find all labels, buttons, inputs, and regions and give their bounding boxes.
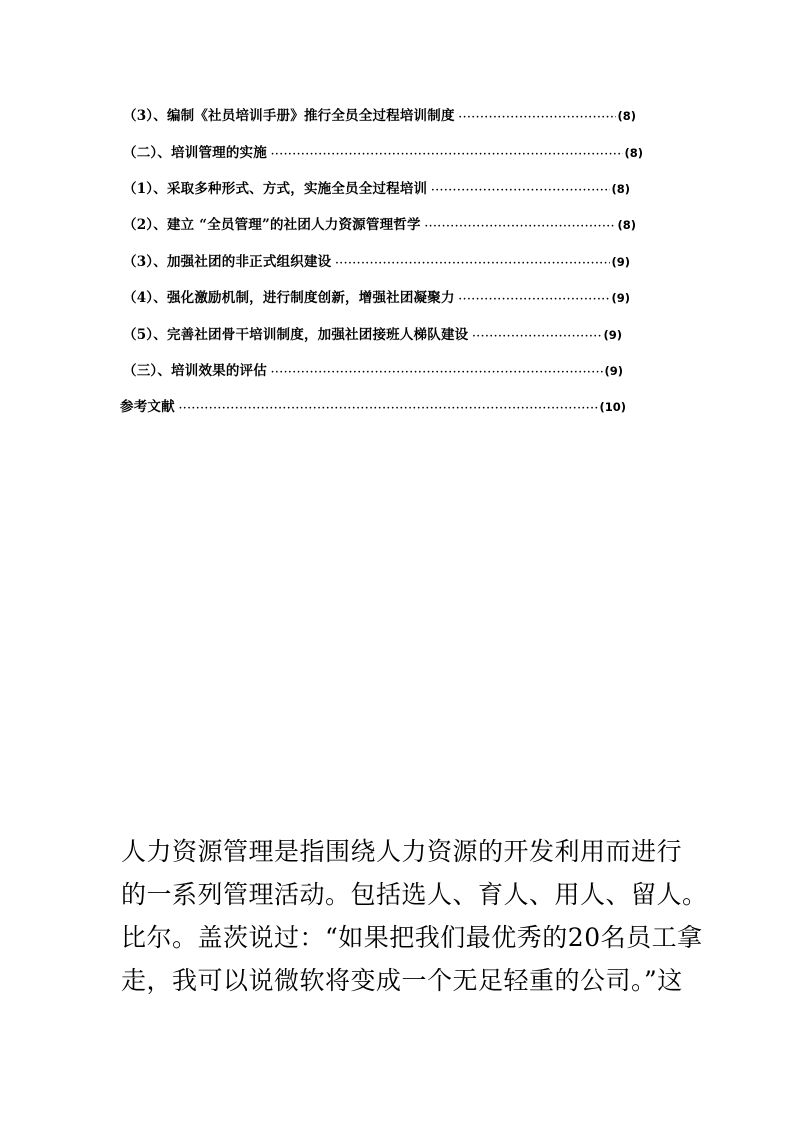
toc-entry-page: (8)	[624, 146, 643, 160]
toc-entry[interactable]	[123, 323, 622, 343]
toc-entry-label: （3）、编制《社员培训手册》推行全员全过程培训制度	[123, 108, 455, 124]
toc-entry[interactable]	[123, 177, 630, 197]
toc-entry[interactable]	[123, 104, 636, 124]
toc-leader-dots	[425, 222, 617, 232]
toc-leader-dots	[472, 332, 602, 342]
toc-entry-label: 参考文献	[120, 399, 175, 415]
toc-entry-page: (10)	[599, 400, 626, 414]
toc-entry[interactable]	[123, 359, 623, 379]
toc-entry[interactable]	[123, 213, 636, 233]
toc-entry-page: (8)	[617, 109, 636, 123]
toc-entry[interactable]	[123, 286, 630, 306]
toc-entry-label: （4）、强化激励机制，进行制度创新，增强社团凝聚力	[123, 290, 455, 306]
toc-entry-page: (8)	[617, 218, 636, 232]
table-of-contents	[0, 0, 793, 430]
toc-entry[interactable]	[123, 250, 630, 270]
toc-leader-dots	[431, 186, 610, 196]
toc-leader-dots	[459, 295, 611, 305]
toc-entry-label: （1）、采取多种形式、方式，实施全员全过程培训	[123, 181, 428, 197]
toc-entry-label: （3）、加强社团的非正式组织建设	[123, 254, 332, 270]
paragraph-line: 走，我可以说微软将变成一个无足轻重的公司。”这	[121, 966, 683, 995]
toc-entry-page: (9)	[603, 328, 622, 342]
paragraph-line: 比尔。盖茨说过：“如果把我们最优秀的20名员工拿	[121, 923, 703, 952]
toc-leader-dots	[335, 259, 610, 269]
toc-leader-dots	[271, 150, 624, 160]
toc-entry-page: (9)	[604, 364, 623, 378]
toc-leader-dots	[179, 404, 599, 414]
toc-entry-label: （2）、建立 “全员管理”的社团人力资源管理哲学	[123, 217, 421, 233]
toc-leader-dots	[271, 368, 604, 378]
toc-entry[interactable]	[123, 141, 643, 161]
toc-leader-dots	[459, 113, 617, 123]
toc-entry[interactable]	[120, 395, 626, 415]
toc-entry-label: （5）、完善社团骨干培训制度，加强社团接班人梯队建设	[123, 327, 469, 343]
toc-entry-label: （三）、培训效果的评估	[123, 363, 267, 379]
toc-entry-label: （二）、培训管理的实施	[123, 145, 267, 161]
paragraph-line: 人力资源管理是指围绕人力资源的开发利用而进行	[121, 837, 683, 866]
body-paragraph	[121, 830, 708, 1002]
paragraph-line: 的一系列管理活动。包括选人、育人、用人、留人。	[121, 880, 708, 909]
toc-entry-page: (9)	[611, 255, 630, 269]
toc-entry-page: (8)	[611, 182, 630, 196]
toc-entry-page: (9)	[611, 291, 630, 305]
